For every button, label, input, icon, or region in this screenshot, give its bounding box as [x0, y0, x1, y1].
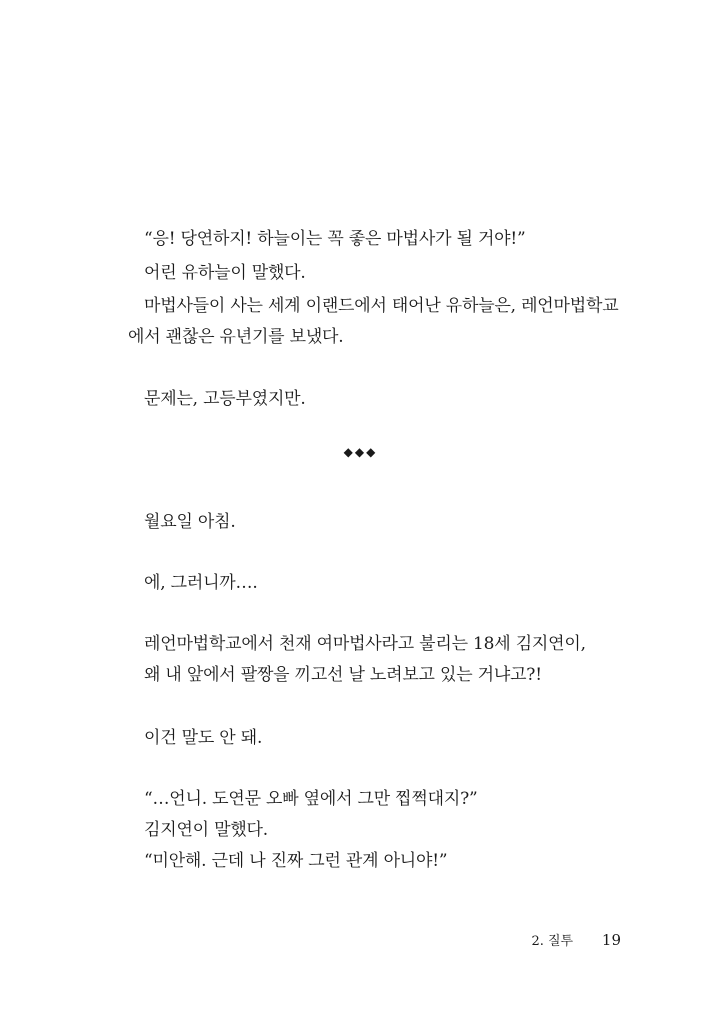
text-line: 어린 유하늘이 말했다. [144, 263, 306, 283]
section-separator: ◆◆◆ [343, 445, 378, 459]
text-line: 왜 내 앞에서 팔짱을 끼고선 날 노려보고 있는 거냐고?! [144, 665, 542, 685]
page-number: 19 [601, 931, 621, 949]
text-line: 월요일 아침. [144, 512, 236, 532]
text-line: “…언니. 도연문 오빠 옆에서 그만 찝쩍대지?” [144, 789, 478, 809]
text-line: 김지연이 말했다. [144, 820, 268, 840]
text-line: 에, 그러니까…. [144, 573, 258, 593]
chapter-title: 2. 질투 [531, 934, 574, 949]
text-line: “미안해. 근데 나 진짜 그런 관계 아니야!” [144, 851, 448, 871]
text-line: 에서 괜찮은 유년기를 보냈다. [128, 327, 344, 347]
text-line: 이건 말도 안 돼. [144, 728, 263, 748]
text-line: 레언마법학교에서 천재 여마법사라고 불리는 18세 김지연이, [144, 634, 586, 654]
text-line: “응! 당연하지! 하늘이는 꼭 좋은 마법사가 될 거야!” [144, 229, 526, 249]
text-line: 마법사들이 사는 세계 이랜드에서 태어난 유하늘은, 레언마법학교 [144, 296, 619, 316]
text-line: 문제는, 고등부였지만. [144, 389, 306, 409]
page-footer [531, 930, 621, 952]
